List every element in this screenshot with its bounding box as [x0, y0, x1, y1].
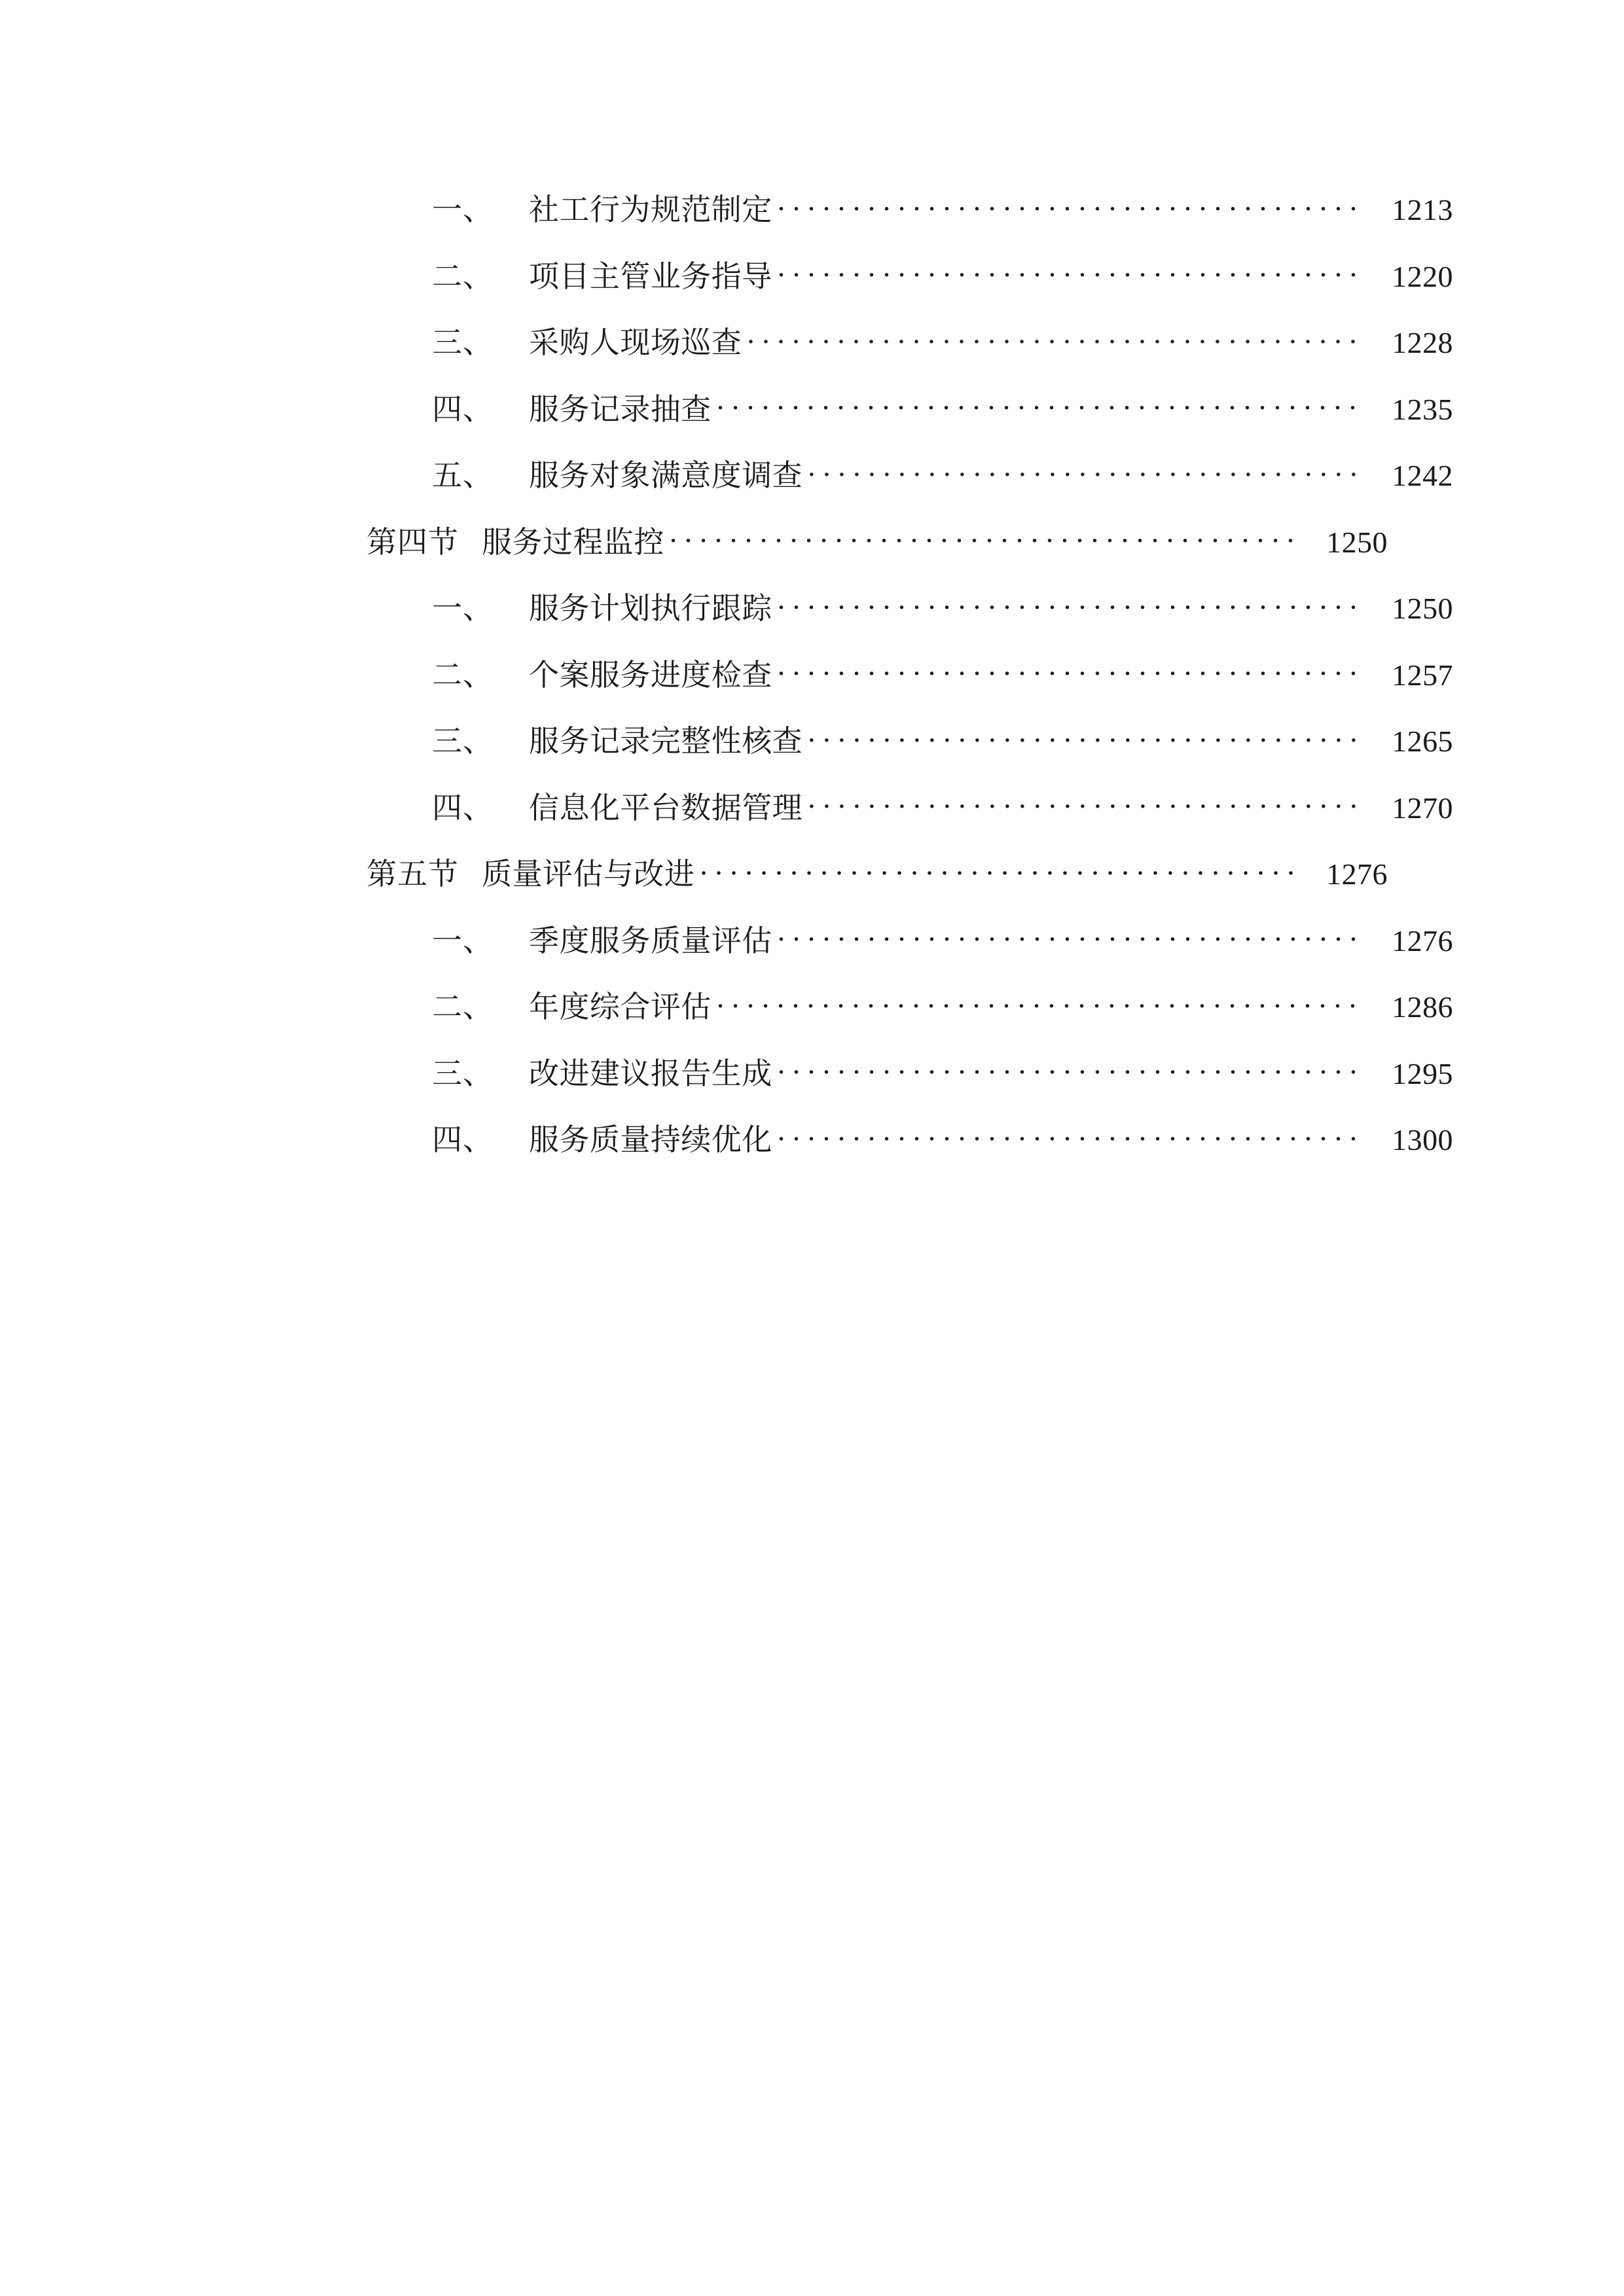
toc-entry-page-number: 1250: [1392, 592, 1453, 625]
toc-entry-page-number: 1295: [1392, 1056, 1453, 1090]
toc-leader-dots: [717, 987, 1362, 1017]
toc-leader-dots: [778, 921, 1362, 951]
toc-entry-number: 二、: [432, 259, 494, 293]
toc-entry-title: 服务过程监控: [482, 525, 664, 559]
toc-entry-number: 四、: [432, 1123, 494, 1157]
toc-entry-page-number: 1242: [1392, 459, 1453, 492]
toc-entry-page-number: 1235: [1392, 392, 1453, 426]
toc-entry-number: 四、: [432, 791, 494, 825]
toc-leader-dots: [778, 257, 1362, 287]
toc-leader-dots: [670, 522, 1296, 552]
toc-entry-page-number: 1250: [1326, 525, 1388, 559]
toc-entry-title: 服务记录抽查: [529, 392, 712, 426]
toc-entry[interactable]: [367, 456, 1453, 495]
toc-entry-number: 三、: [432, 725, 494, 758]
toc-entry[interactable]: [367, 721, 1453, 761]
toc-entry[interactable]: [367, 257, 1453, 296]
toc-entry-title: 改进建议报告生成: [529, 1056, 772, 1090]
toc-entry[interactable]: [367, 655, 1453, 694]
toc-leader-dots: [717, 389, 1362, 420]
toc-leader-dots: [778, 1054, 1362, 1084]
toc-leader-dots: [778, 588, 1362, 619]
toc-entry-title: 采购人现场巡查: [529, 326, 742, 359]
toc-leader-dots: [700, 854, 1296, 884]
toc-entry-title: 服务对象满意度调查: [529, 459, 803, 492]
toc-entry[interactable]: [367, 987, 1453, 1026]
toc-entry-page-number: 1228: [1392, 326, 1453, 359]
toc-entry-title: 社工行为规范制定: [529, 193, 772, 226]
toc-entry-number: 五、: [432, 459, 494, 492]
toc-entry-page-number: 1257: [1392, 658, 1453, 692]
toc-leader-dots: [808, 788, 1362, 818]
toc-leader-dots: [778, 190, 1362, 220]
toc-entry-number: 二、: [432, 658, 494, 692]
toc-entry-page-number: 1213: [1392, 193, 1453, 226]
toc-entry-title: 项目主管业务指导: [529, 259, 772, 293]
toc-entry[interactable]: [367, 788, 1453, 827]
toc-entry-title: 质量评估与改进: [482, 857, 695, 891]
toc-entry-number: 二、: [432, 990, 494, 1024]
table-of-contents: [367, 190, 1453, 1187]
toc-entry-page-number: 1286: [1392, 990, 1453, 1024]
toc-entry[interactable]: [367, 1054, 1453, 1093]
toc-entry-title: 信息化平台数据管理: [529, 791, 803, 825]
toc-entry-page-number: 1300: [1392, 1123, 1453, 1157]
toc-entry-number: 三、: [432, 326, 494, 359]
toc-entry-number: 一、: [432, 592, 494, 625]
toc-leader-dots: [778, 1120, 1362, 1150]
toc-entry-number: 一、: [432, 193, 494, 226]
toc-entry[interactable]: [367, 921, 1453, 960]
toc-entry[interactable]: [367, 522, 1388, 562]
toc-leader-dots: [808, 721, 1362, 751]
toc-entry[interactable]: [367, 190, 1453, 229]
toc-entry-page-number: 1220: [1392, 259, 1453, 293]
toc-entry-page-number: 1276: [1392, 924, 1453, 958]
toc-leader-dots: [747, 323, 1362, 353]
toc-entry[interactable]: [367, 1120, 1453, 1159]
toc-entry-number: 第四节: [367, 525, 459, 559]
toc-entry-title: 个案服务进度检查: [529, 658, 772, 692]
toc-entry-page-number: 1276: [1326, 857, 1388, 891]
toc-entry-title: 服务计划执行跟踪: [529, 592, 772, 625]
toc-entry-number: 四、: [432, 392, 494, 426]
toc-entry[interactable]: [367, 854, 1388, 893]
toc-entry[interactable]: [367, 588, 1453, 628]
toc-entry-number: 一、: [432, 924, 494, 958]
toc-entry-number: 第五节: [367, 857, 459, 891]
toc-entry-title: 服务质量持续优化: [529, 1123, 772, 1157]
toc-entry[interactable]: [367, 389, 1453, 429]
toc-entry-number: 三、: [432, 1056, 494, 1090]
toc-entry-title: 季度服务质量评估: [529, 924, 772, 958]
toc-entry-title: 服务记录完整性核查: [529, 725, 803, 758]
toc-entry-title: 年度综合评估: [529, 990, 712, 1024]
toc-leader-dots: [808, 456, 1362, 486]
toc-entry-page-number: 1265: [1392, 725, 1453, 758]
toc-entry[interactable]: [367, 323, 1453, 362]
toc-entry-page-number: 1270: [1392, 791, 1453, 825]
toc-leader-dots: [778, 655, 1362, 685]
